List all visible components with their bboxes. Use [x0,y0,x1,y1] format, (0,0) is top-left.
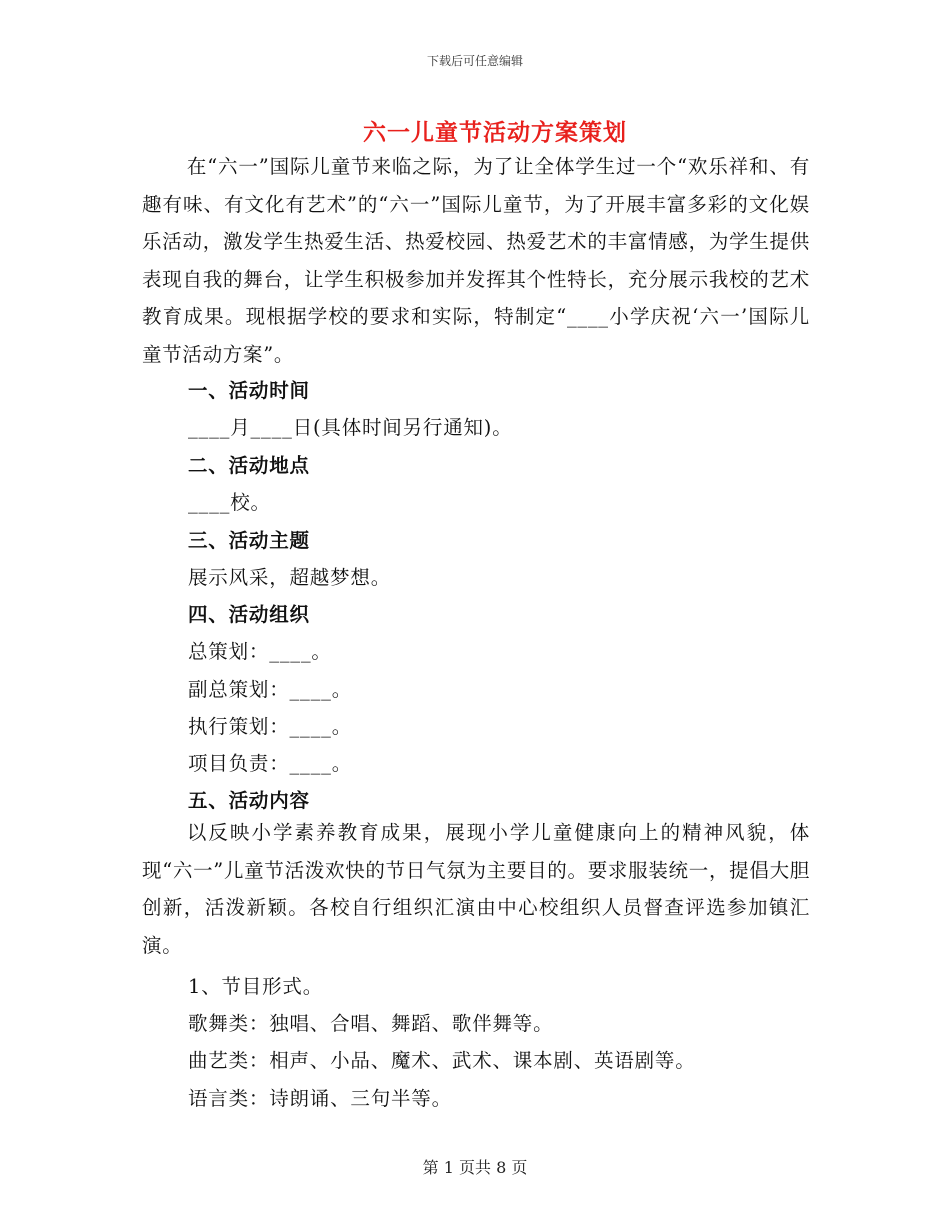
section-heading-content: 五、活动内容 [188,789,310,812]
section-heading-time: 一、活动时间 [188,379,310,402]
organization-item: 副总策划：____。 [188,678,352,701]
section-heading-organization: 四、活动组织 [188,603,310,626]
content-paragraph: 以反映小学素养教育成果，展现小学儿童健康向上的精神风貌，体现“六一”儿童节活泼欢快的节日气氛为主要目的。要求服装统一，提倡大胆创新，活泼新颖。各校自行组织汇演由中心校组织人员督查评选参加镇汇演。 [142,821,810,957]
program-format-heading: 1、节目形式。 [188,975,324,998]
section-text-time: ____月____日(具体时间另行通知)。 [188,416,513,439]
content-block [142,814,810,964]
program-format-item: 语言类：诗朗诵、三句半等。 [188,1087,452,1110]
program-format-item: 歌舞类：独唱、合唱、舞蹈、歌伴舞等。 [188,1012,554,1035]
organization-item: 执行策划：____。 [188,715,352,738]
section-heading-theme: 三、活动主题 [188,529,310,552]
section-text-theme: 展示风采，超越梦想。 [188,566,392,589]
document-title: 六一儿童节活动方案策划 [363,119,627,146]
organization-item: 项目负责：____。 [188,752,352,775]
intro-paragraph: 在“六一”国际儿童节来临之际，为了让全体学生过一个“欢乐祥和、有趣有味、有文化有艺术”的“六一”国际儿童节，为了开展丰富多彩的文化娱乐活动，激发学生热爱生活、热爱校园、热爱艺术的丰富情感，为学生提供表现自我的舞台，让学生积极参加并发挥其个性特长，充分展示我校的艺术教育成果。现根据学校的要求和实际，特制定“____小学庆祝‘六一’国际儿童节活动方案”。 [142,155,810,366]
header-note: 下载后可任意编辑 [426,54,523,68]
intro-block [142,148,810,373]
section-text-location: ____校。 [188,491,271,514]
program-format-item: 曲艺类：相声、小品、魔术、武术、课本剧、英语剧等。 [188,1049,696,1072]
page-footer: 第 1 页共 8 页 [422,1158,528,1177]
section-heading-location: 二、活动地点 [188,454,310,477]
organization-item: 总策划：____。 [188,640,332,663]
